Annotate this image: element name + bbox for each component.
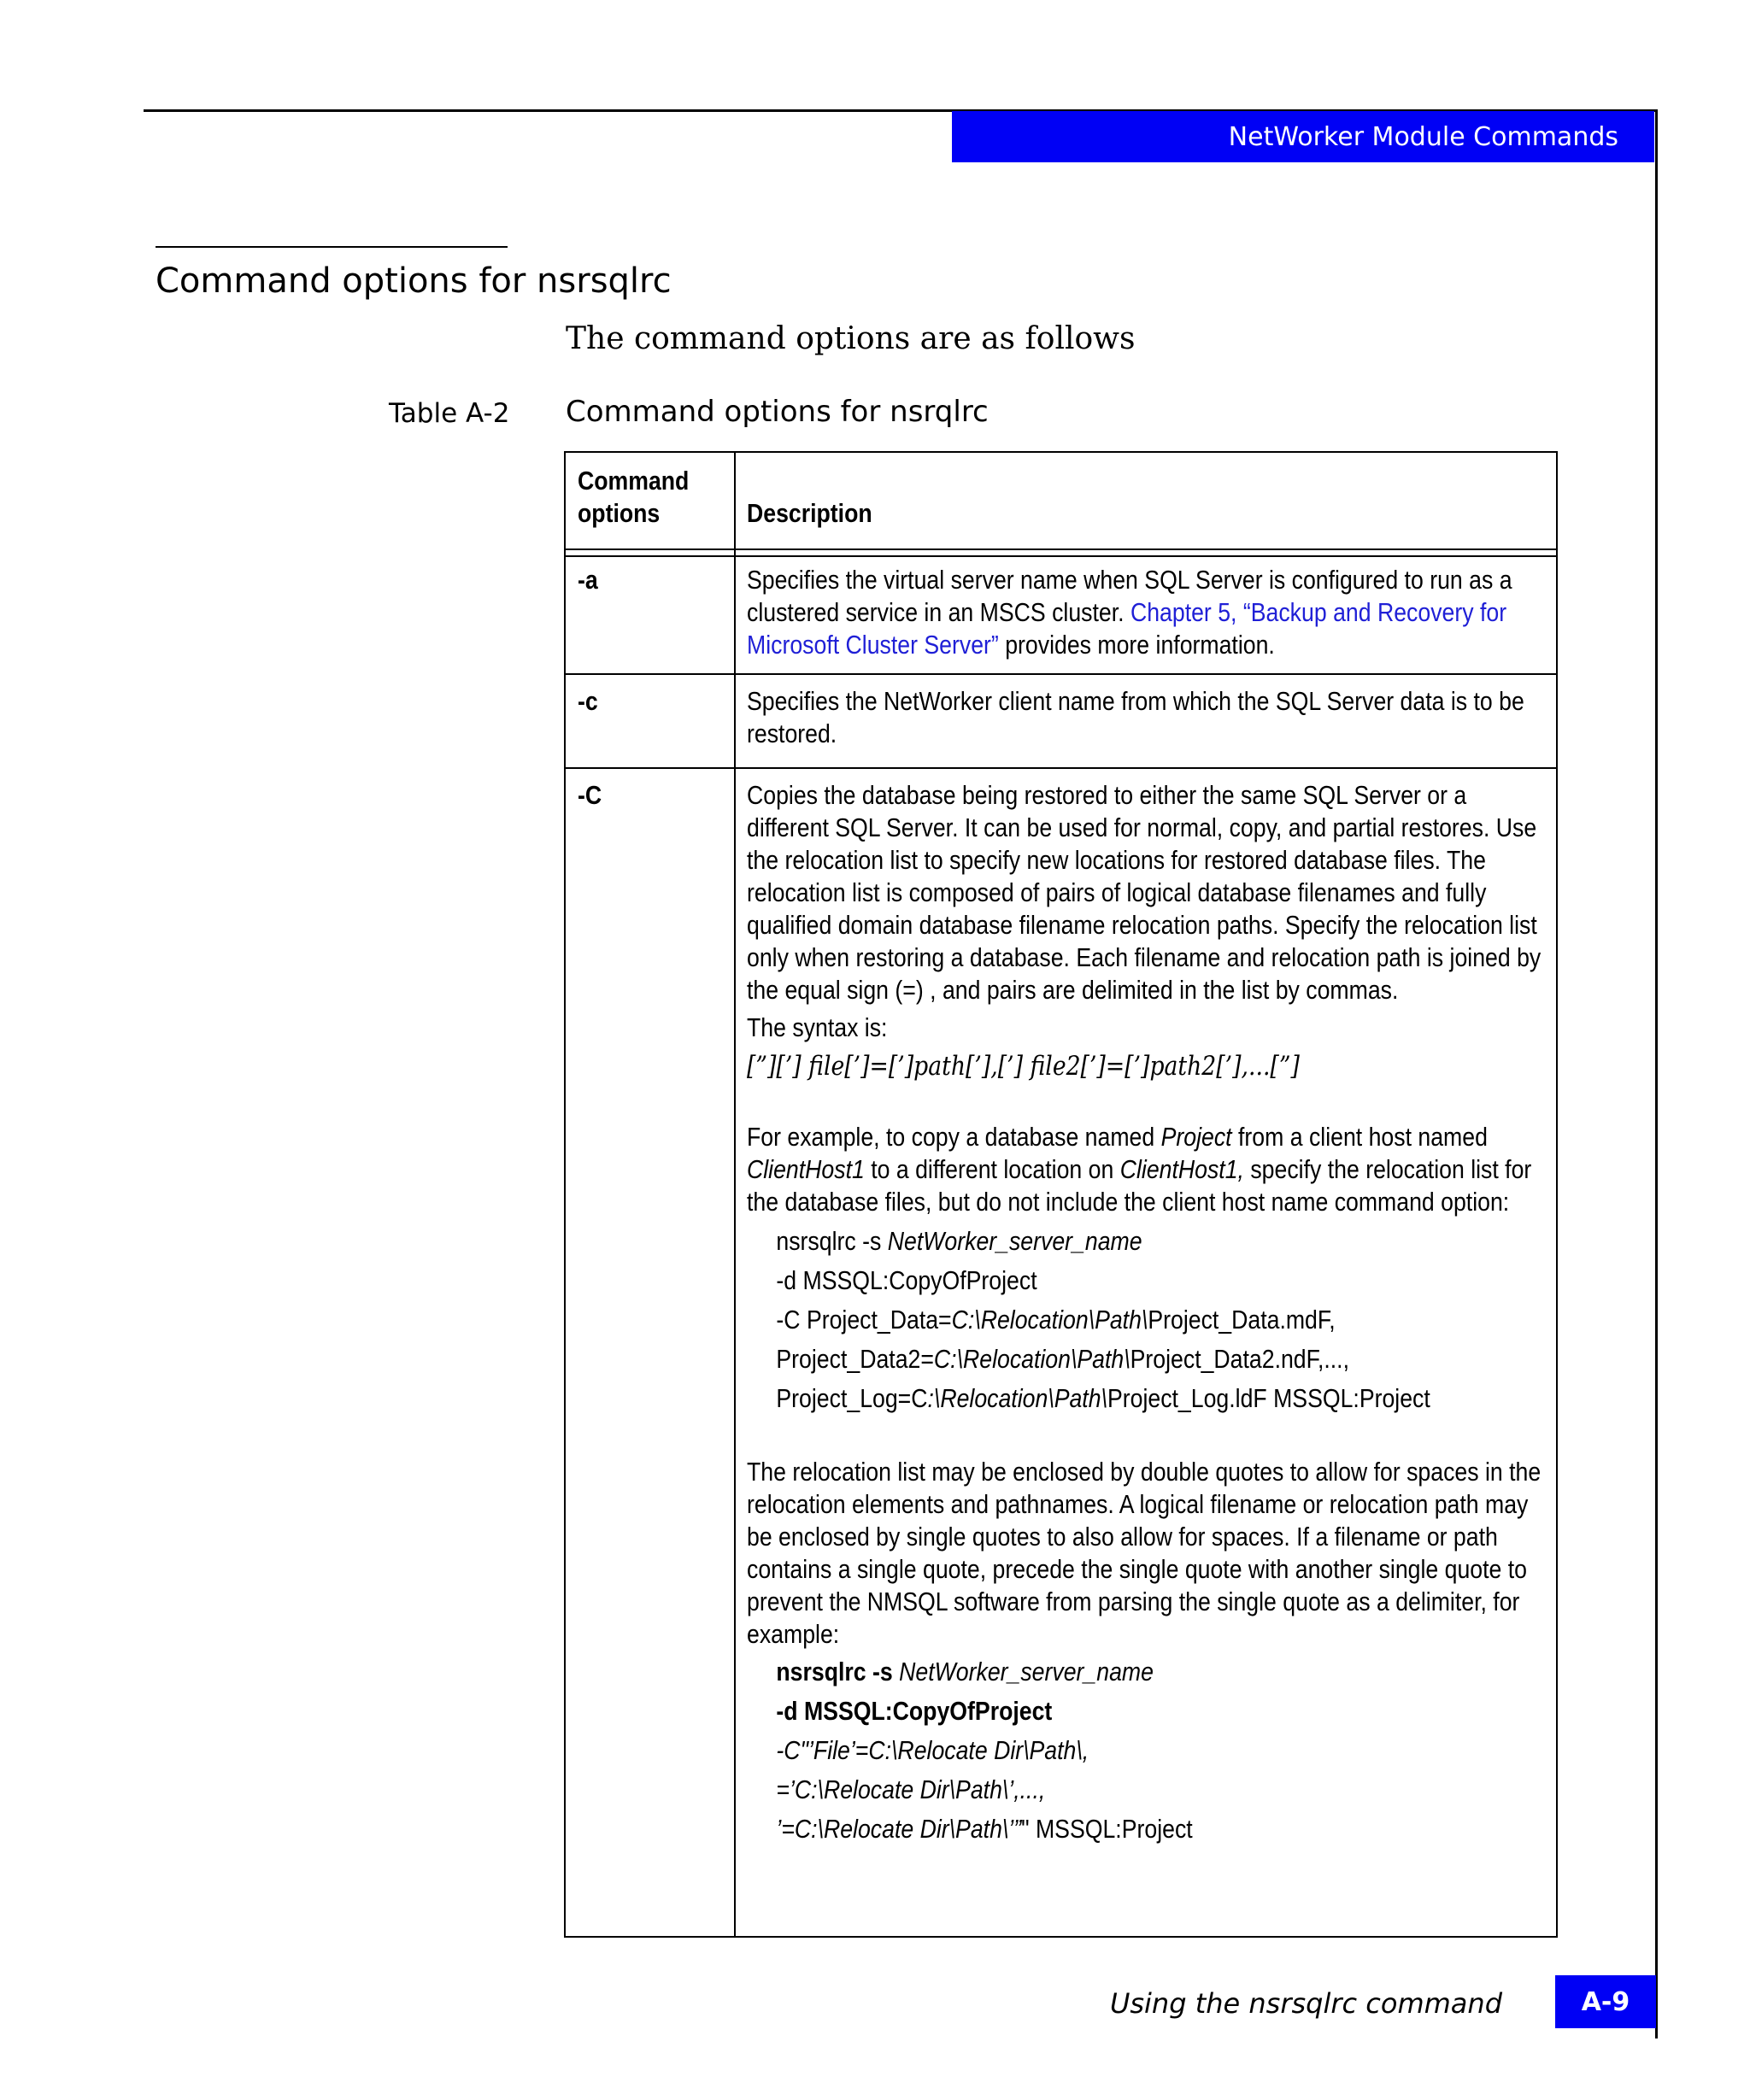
cmd3-b: C:\Relocation\Path\ [951, 1305, 1148, 1334]
quote-example-block [747, 1652, 1547, 1849]
quote-line-4: =’C:\Relocate Dir\Path\’,..., [776, 1774, 1046, 1804]
chapter-5-link[interactable]: Chapter 5, “Backup and Recovery for Microsoft Cluster Server” [747, 597, 1507, 660]
cmd4-b: C:\Relocation\Path\ [933, 1344, 1130, 1374]
header-description: Description [747, 498, 872, 528]
quote-line-5 [776, 1810, 1547, 1849]
cmd-line-4 [776, 1340, 1547, 1379]
cmd4-a: Project_Data2= [776, 1344, 934, 1374]
cmd1-b: NetWorker_server_name [887, 1226, 1142, 1256]
page-number-text: A-9 [1581, 1986, 1630, 2017]
quote-line-2: -d MSSQL:CopyOfProject [776, 1696, 1053, 1726]
footer-title: Using the nsrsqlrc command [1109, 1987, 1502, 2020]
ex-pre: For example, to copy a database named [747, 1122, 1161, 1152]
header-command-options [578, 465, 689, 530]
cmd-line-5 [776, 1379, 1547, 1418]
ex-project: Project [1160, 1122, 1232, 1152]
table-column-divider [734, 453, 736, 1936]
quote-line-3: -C"’File’=C:\Relocate Dir\Path\, [776, 1735, 1089, 1765]
section-title: Command options for nsrsqlrc [156, 261, 672, 301]
command-options-table [564, 451, 1558, 1938]
option-C: -C [578, 780, 602, 810]
cmd-line-2: -d MSSQL:CopyOfProject [776, 1265, 1037, 1295]
chapter-header-band [952, 111, 1654, 162]
option-c: -c [578, 686, 598, 716]
table-header-rule-double [566, 555, 1556, 557]
cmd4-c: Project_Data2.ndF,..., [1130, 1344, 1349, 1374]
cmd3-a: -C Project_Data= [776, 1305, 952, 1334]
option-C-para1: Copies the database being restored to either the same SQL Server or a different SQL Server. It can be used for normal, copy, and partial restores. Use the relocation list to specify new locations for restored database files. The relocation list is composed of pairs of logical database filenames and fully qualified domain database filename relocation paths. Specify the relocation list only when restoring a database. Each filename and relocation path is joined by the equal sign (=) , and pairs are delimited in the list by commas. [747, 780, 1542, 1005]
table-row-divider [566, 673, 1556, 675]
chapter-header-text: NetWorker Module Commands [1228, 121, 1618, 152]
cmd5-c: Project_Log.ldF MSSQL:Project [1107, 1383, 1430, 1413]
q5-b: " MSSQL:Project [1021, 1814, 1193, 1844]
option-C-para3: The relocation list may be enclosed by double quotes to allow for spaces in the relocation elements and pathnames. A logical filename or relocation path may be enclosed by single quotes to also allow for spaces. If a filename or path contains a single quote, precede the single quote with another single quote to prevent the NMSQL software from parsing the single quote as a delimiter, for example: [747, 1457, 1542, 1649]
cmd-line-1 [776, 1222, 1547, 1261]
table-row-divider [566, 767, 1556, 769]
option-C-description [747, 779, 1547, 1849]
ex-mid2: to a different location on [864, 1154, 1120, 1184]
example-para [747, 1121, 1547, 1218]
ex-host1: ClientHost1 [747, 1154, 865, 1184]
table-header-rule [566, 548, 1556, 550]
option-a-text: Specifies the virtual server name when SQL Server is configured to run as a clustered service in an MSCS cluster. [747, 565, 1512, 627]
syntax-text: [”][’] file[’]=[’]path[’],[’] file2[’]=[’]path2[’],...[”] [747, 1051, 1300, 1082]
cmd5-a: Project_Log=C [776, 1383, 928, 1413]
section-rule [156, 246, 508, 248]
cmd-line-3 [776, 1300, 1547, 1340]
example-command-block [747, 1222, 1547, 1418]
ex-mid1: from a client host named [1231, 1122, 1488, 1152]
header-command-line2: options [578, 498, 661, 528]
q1-a: nsrsqlrc -s [776, 1657, 900, 1686]
syntax-label: The syntax is: [747, 1012, 888, 1042]
quote-line-1 [776, 1652, 1547, 1692]
table-label: Table A-2 [389, 398, 510, 429]
q5-a: ’=C:\Relocate Dir\Path\’” [776, 1814, 1022, 1844]
intro-text: The command options are as follows [566, 321, 1136, 356]
cmd3-c: Project_Data.mdF, [1148, 1305, 1336, 1334]
option-a-description [747, 564, 1547, 661]
ex-host2: ClientHost1, [1119, 1154, 1244, 1184]
footer-page-number [1555, 1975, 1656, 2028]
right-margin-rule [1655, 109, 1658, 2038]
option-a: -a [578, 565, 598, 595]
ex-post: specify the relocation list for the database files, but do not include the client host name command option: [747, 1154, 1532, 1217]
option-c-description: Specifies the NetWorker client name from which the SQL Server data is to be restored. [747, 686, 1524, 748]
table-caption: Command options for nsrqlrc [566, 395, 989, 429]
cmd1-a: nsrsqlrc -s [776, 1226, 888, 1256]
header-command-line1: Command [578, 466, 690, 496]
q1-b: NetWorker_server_name [899, 1657, 1154, 1686]
option-a-text-end: provides more information. [998, 630, 1275, 660]
cmd5-b: :\Relocation\Path\ [927, 1383, 1107, 1413]
